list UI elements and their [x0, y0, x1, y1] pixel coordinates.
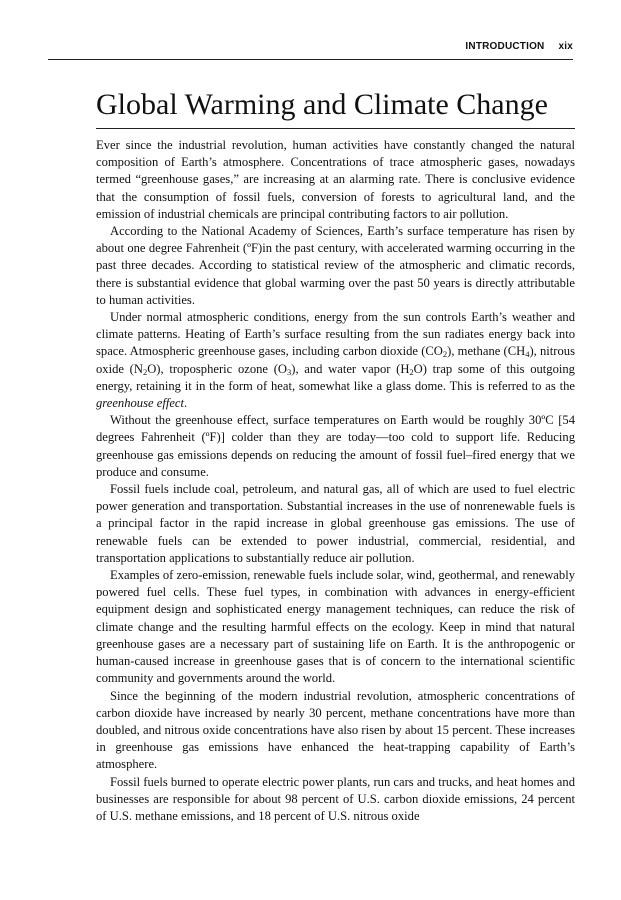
subscript: 2 — [142, 366, 148, 377]
paragraph — [96, 481, 575, 567]
paragraph — [96, 309, 575, 412]
text-run: ), methane (CH — [447, 344, 526, 359]
running-head — [48, 41, 573, 60]
text-run: Under normal atmospheric conditions, energy from the sun controls Earth’s weather and climate patterns. Heating of Earth’s surface resulting from the sun radiates energy back into space. Atmospheric greenhouse gases, including carbon dioxide (CO — [96, 310, 575, 359]
subscript: 4 — [525, 349, 530, 360]
text-run: Ever since the industrial revolution, human activities have constantly changed the natural composition of Earth’s atmosphere. Concentrations of trace atmospheric gases, nowadays termed “greenhouse gases,” are increasing at an alarming rate. There is conclusive evidence that the consumption of fossil fuels, conversion of forests to agricultural land, and the emission of industrial chemicals are principal contributing factors to air pollution. — [96, 138, 575, 221]
text-run: . — [184, 396, 188, 411]
paragraph — [96, 774, 575, 826]
text-run: Fossil fuels include coal, petroleum, and natural gas, all of which are used to fuel electric power generation and transportation. Substantial increases in the use of nonrenewable fuels is a principal factor in the rapid increase in global greenhouse gas emissions. The use of renewable fuels can be extended to power industrial, commercial, residential, and transportation applications to substantially reduce air pollution. — [96, 482, 575, 565]
section-title: INTRODUCTION — [465, 41, 545, 52]
paragraph — [96, 567, 575, 687]
title-rule — [96, 128, 575, 129]
text-run: ), and water vapor (H — [291, 361, 410, 376]
body-text — [96, 137, 575, 825]
text-run: Without the greenhouse effect, surface temperatures on Earth would be roughly 30ºC [54 degrees Fahrenheit (ºF)] colder than they are today—too cold to support life. Reducing greenhouse gas emissions depends on reducing the amount of fossil fuel–fired energy that we produce and consume. — [96, 413, 575, 479]
paragraph — [96, 688, 575, 774]
italic-term: greenhouse effect — [96, 396, 185, 411]
paragraph — [96, 223, 575, 309]
paragraph — [96, 412, 575, 481]
subscript: 3 — [287, 366, 292, 377]
paragraph — [96, 137, 575, 223]
text-run: Since the beginning of the modern industrial revolution, atmospheric concentrations of carbon dioxide have increased by nearly 30 percent, methane concentrations have more than doubled, and nitrous oxide concentrations have also risen by about 15 percent. These increases in greenhouse gas emissions have enhanced the heat-trapping capability of Earth’s atmosphere. — [96, 688, 575, 772]
text-run: O) trap some of this outgoing energy, retaining it in the form of heat, somewhat like a glass dome. This is referred to as the — [96, 361, 575, 393]
subscript: 2 — [442, 349, 448, 360]
subscript: 2 — [409, 366, 414, 377]
text-run: O), tropospheric ozone (O — [147, 361, 287, 376]
page-number: xix — [558, 41, 573, 52]
text-run: Examples of zero-emission, renewable fuels include solar, wind, geothermal, and renewably powered fuel cells. These fuel types, in combination with advances in energy-efficient equipment design and sophisticated energy management techniques, can reduce the risk of climate change and the resulting harmful effects on the ecology. Keep in mind that natural greenhouse gases are a necessary part of sustaining life on Earth. It is the anthropogenic or human-caused increase in greenhouse gases that is of concern to the international scientific community and governments around the world. — [96, 568, 575, 686]
text-run: According to the National Academy of Sciences, Earth’s surface temperature has risen by about one degree Fahrenheit (ºF)in the past century, with accelerated warming occurring in the past three decades. According to statistical review of the atmospheric and climatic records, there is substantial evidence that global warming over the past 50 years is directly attributable to human activities. — [96, 224, 575, 307]
chapter-title: Global Warming and Climate Change — [96, 88, 548, 121]
text-run: Fossil fuels burned to operate electric power plants, run cars and trucks, and heat homes and businesses are responsible for about 98 percent of U.S. carbon dioxide emissions, 24 percent of U.S. methane emissions, and 18 percent of U.S. nitrous oxide — [96, 774, 575, 823]
text-run: ), nitrous oxide (N — [96, 344, 575, 376]
